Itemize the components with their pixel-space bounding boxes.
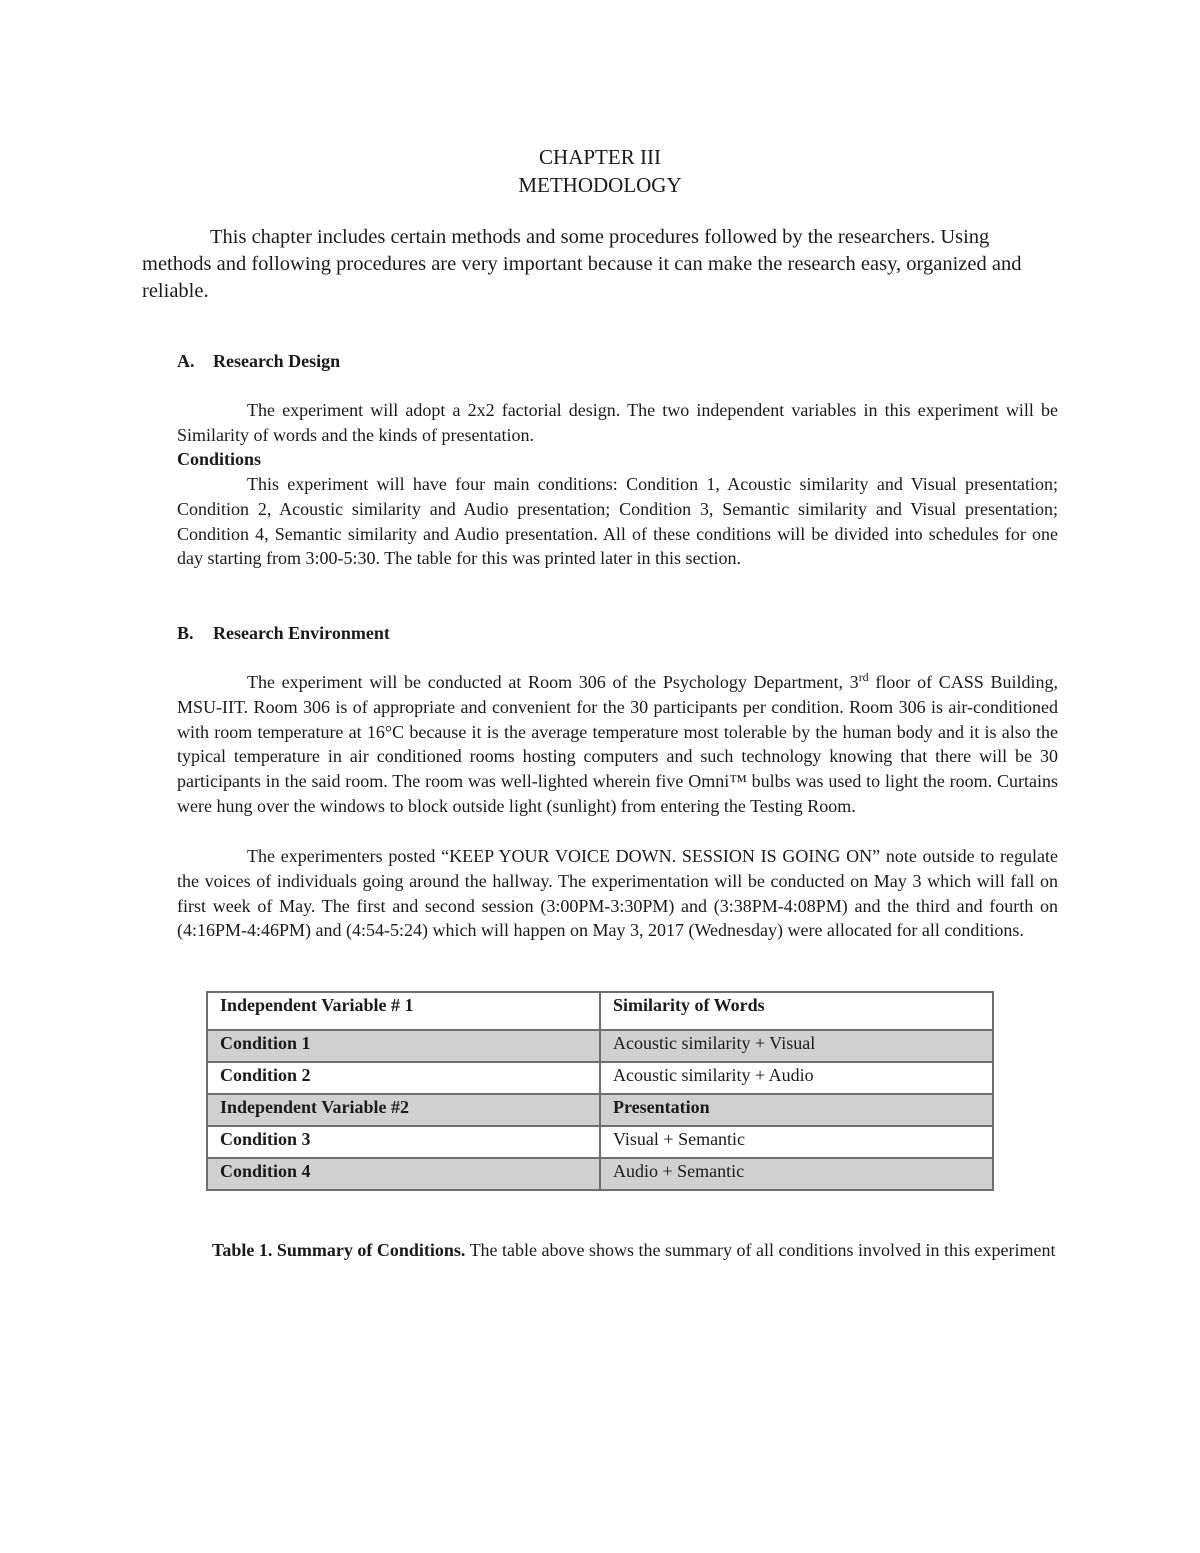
table-row bbox=[207, 992, 993, 1030]
table-row bbox=[207, 1094, 993, 1126]
section-a-title: Research Design bbox=[213, 351, 341, 371]
environment-paragraph-1 bbox=[177, 670, 1058, 819]
research-design-text: The experiment will adopt a 2x2 factorial design. The two independent variables in this experiment will be Similarity of words and the kinds of presentation. bbox=[177, 400, 1058, 445]
table-cell: Audio + Semantic bbox=[600, 1158, 993, 1190]
caption-label: Table 1. Summary of Conditions. bbox=[212, 1240, 466, 1260]
section-a-heading bbox=[177, 349, 340, 373]
table-cell: Condition 4 bbox=[207, 1158, 600, 1190]
ordinal-suffix: rd bbox=[858, 670, 869, 684]
table-cell: Presentation bbox=[600, 1094, 993, 1126]
table-cell: Similarity of Words bbox=[600, 992, 993, 1030]
table-row bbox=[207, 1126, 993, 1158]
table-row bbox=[207, 1158, 993, 1190]
caption-text: The table above shows the summary of all conditions involved in this experiment bbox=[465, 1240, 1056, 1260]
table-cell: Condition 1 bbox=[207, 1030, 600, 1062]
intro-paragraph bbox=[142, 224, 1032, 305]
conditions-text: This experiment will have four main conditions: Condition 1, Acoustic similarity and Visual presentation; Condition 2, Acoustic similarity and Audio presentation; Condition 3, Semantic similarity and Visual presentation; Condition 4, Semantic similarity and Audio presentation. All of these conditions will be divided into schedules for one day starting from 3:00-5:30. The table for this was printed later in this section. bbox=[177, 474, 1058, 569]
environment-text-2: The experimenters posted “KEEP YOUR VOICE DOWN. SESSION IS GOING ON” note outside to regulate the voices of individuals going around the hallway. The experimentation will be conducted on May 3 which will fall on first week of May. The first and second session (3:00PM-3:30PM) and (3:38PM-4:08PM) and the third and fourth on (4:16PM-4:46PM) and (4:54-5:24) which will happen on May 3, 2017 (Wednesday) were allocated for all conditions. bbox=[177, 846, 1058, 941]
table-cell: Visual + Semantic bbox=[600, 1126, 993, 1158]
environment-paragraph-2 bbox=[177, 844, 1058, 943]
chapter-number: CHAPTER III bbox=[539, 145, 661, 169]
research-design-paragraph bbox=[177, 398, 1058, 448]
chapter-title: METHODOLOGY bbox=[518, 173, 682, 197]
table-row bbox=[207, 1062, 993, 1094]
table-cell: Independent Variable #2 bbox=[207, 1094, 600, 1126]
table-cell: Acoustic similarity + Audio bbox=[600, 1062, 993, 1094]
environment-text-1b: floor of CASS Building, MSU-IIT. Room 306 is of appropriate and convenient for the 30 participants per condition. Room 306 is air-conditioned with room temperature at 16°C because it is the average temperature most tolerable by the human body and it is also the typical temperature in air conditioned rooms hosting computers and such technology knowing that there will be 30 participants in the said room. The room was well-lighted wherein five Omni™ bulbs was used to light the room. Curtains were hung over the windows to block outside light (sunlight) from entering the Testing Room. bbox=[177, 672, 1058, 816]
table-cell: Condition 3 bbox=[207, 1126, 600, 1158]
table-cell: Condition 2 bbox=[207, 1062, 600, 1094]
intro-text: This chapter includes certain methods and some procedures followed by the researchers. Using methods and following procedures are very important because it can make the research easy, organized and reliable. bbox=[142, 226, 1022, 302]
section-b-title: Research Environment bbox=[213, 623, 390, 643]
conditions-heading: Conditions bbox=[177, 449, 262, 469]
conditions-table bbox=[206, 991, 994, 1191]
section-a-letter: A. bbox=[177, 351, 195, 371]
section-b-heading bbox=[177, 621, 390, 645]
section-b-letter: B. bbox=[177, 623, 194, 643]
conditions-paragraph bbox=[177, 472, 1058, 571]
environment-text-1a: The experiment will be conducted at Room 306 of the Psychology Department, 3 bbox=[247, 672, 859, 692]
table-cell: Acoustic similarity + Visual bbox=[600, 1030, 993, 1062]
table-cell: Independent Variable # 1 bbox=[207, 992, 600, 1030]
table-caption bbox=[212, 1238, 1058, 1263]
table-row bbox=[207, 1030, 993, 1062]
